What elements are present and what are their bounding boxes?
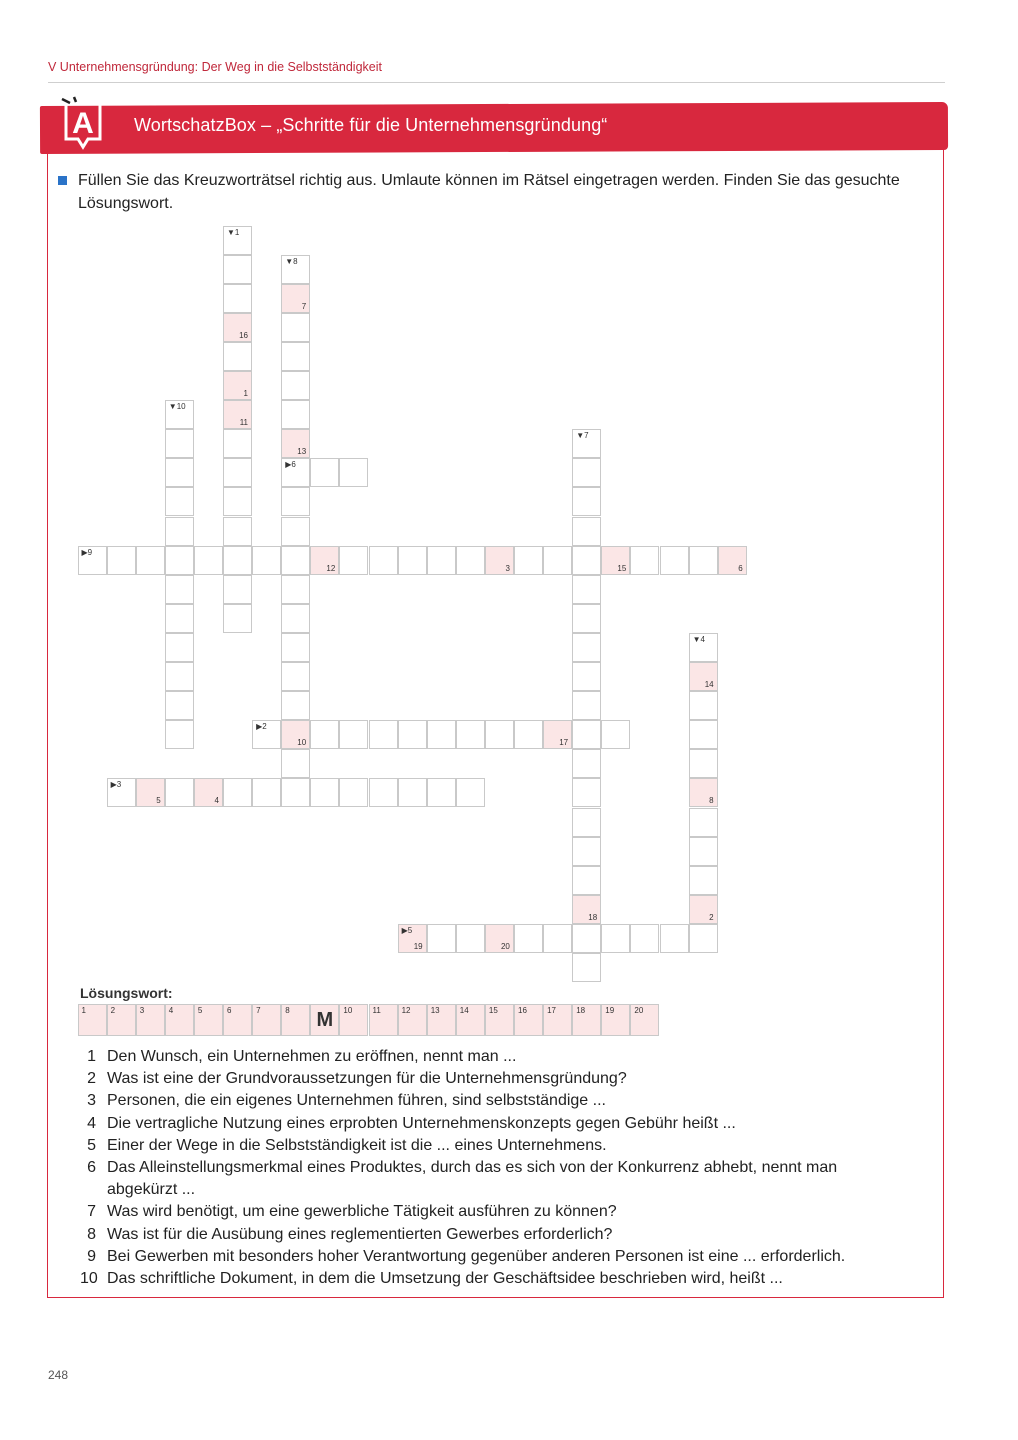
solution-letter-number: 13 bbox=[297, 447, 307, 457]
crossword-cell[interactable] bbox=[572, 458, 601, 487]
crossword-cell[interactable] bbox=[601, 924, 630, 953]
crossword-cell[interactable] bbox=[281, 691, 310, 720]
solution-slot-number: 3 bbox=[139, 1006, 145, 1015]
solution-slot[interactable] bbox=[485, 1004, 514, 1036]
solution-letter-number: 2 bbox=[709, 912, 714, 922]
crossword-cell[interactable] bbox=[689, 866, 718, 895]
clue-number: 5 bbox=[87, 1136, 96, 1154]
crossword-cell[interactable] bbox=[223, 284, 252, 313]
crossword-cell[interactable] bbox=[194, 546, 223, 575]
crossword-cell[interactable] bbox=[281, 255, 310, 284]
crossword-cell[interactable] bbox=[165, 517, 194, 546]
crossword-cell[interactable] bbox=[281, 633, 310, 662]
crossword-cell[interactable] bbox=[165, 778, 194, 807]
clue-item bbox=[80, 1201, 890, 1223]
crossword-cell[interactable] bbox=[630, 924, 659, 953]
crossword-cell[interactable] bbox=[398, 720, 427, 749]
solution-slot[interactable] bbox=[78, 1004, 107, 1036]
solution-slot-number: 6 bbox=[227, 1006, 232, 1015]
crossword-cell[interactable] bbox=[689, 749, 718, 778]
solution-slot-number: 15 bbox=[488, 1006, 498, 1015]
crossword-cell[interactable] bbox=[660, 924, 689, 953]
crossword-cell[interactable] bbox=[223, 575, 252, 604]
crossword-cell[interactable] bbox=[689, 837, 718, 866]
clue-text: Das Alleinstellungsmerkmal eines Produktes, durch das es sich von der Konkurrenz abhebt, nennt man abgekürzt ... bbox=[107, 1159, 838, 1199]
crossword-cell[interactable] bbox=[223, 400, 252, 429]
crossword-cell[interactable] bbox=[572, 691, 601, 720]
solution-letter-number: 5 bbox=[156, 796, 161, 806]
crossword-cell[interactable] bbox=[689, 924, 718, 953]
solution-slot[interactable] bbox=[369, 1004, 398, 1036]
crossword-cell[interactable] bbox=[572, 866, 601, 895]
crossword-cell[interactable] bbox=[572, 575, 601, 604]
header-divider bbox=[48, 82, 945, 83]
crossword-cell[interactable] bbox=[165, 575, 194, 604]
crossword-cell[interactable] bbox=[281, 313, 310, 342]
crossword-cell[interactable] bbox=[630, 546, 659, 575]
crossword-cell[interactable] bbox=[572, 778, 601, 807]
word-start-marker: ▼1 bbox=[227, 227, 240, 237]
crossword-cell[interactable] bbox=[689, 691, 718, 720]
crossword-cell[interactable] bbox=[252, 778, 281, 807]
crossword-cell[interactable] bbox=[718, 546, 747, 575]
word-start-marker: ▼8 bbox=[285, 256, 298, 266]
crossword-cell[interactable] bbox=[165, 429, 194, 458]
crossword-cell[interactable] bbox=[281, 371, 310, 400]
solution-slot[interactable] bbox=[398, 1004, 427, 1036]
solution-letter-number: 1 bbox=[243, 389, 248, 398]
crossword-cell[interactable] bbox=[252, 720, 281, 749]
crossword-cell[interactable] bbox=[165, 400, 194, 429]
crossword-cell[interactable] bbox=[369, 778, 398, 807]
crossword-cell[interactable] bbox=[572, 808, 601, 837]
crossword-cell[interactable] bbox=[485, 546, 514, 575]
solution-slot[interactable] bbox=[572, 1004, 601, 1036]
solution-slot-number: 16 bbox=[518, 1006, 527, 1015]
bullet-square-icon bbox=[58, 176, 67, 185]
word-start-marker: ▶9 bbox=[81, 547, 93, 557]
solution-letter-number: 19 bbox=[413, 941, 423, 951]
solution-slot-number: 19 bbox=[605, 1006, 615, 1015]
crossword-cell[interactable] bbox=[427, 924, 456, 953]
solution-letter-number: 12 bbox=[326, 563, 336, 573]
crossword-cell[interactable] bbox=[281, 720, 310, 749]
solution-slot[interactable] bbox=[136, 1004, 165, 1036]
crossword-cell[interactable] bbox=[572, 546, 601, 575]
solution-letter-number: 15 bbox=[617, 563, 627, 573]
crossword-cell[interactable] bbox=[456, 778, 485, 807]
vocabulary-logo-icon bbox=[56, 95, 110, 151]
solution-letter-number: 20 bbox=[500, 941, 510, 951]
solution-letter-number: 18 bbox=[588, 912, 598, 922]
crossword-cell[interactable] bbox=[601, 720, 630, 749]
crossword-cell[interactable] bbox=[223, 342, 252, 371]
word-start-marker: ▶6 bbox=[285, 460, 296, 470]
crossword-cell[interactable] bbox=[223, 458, 252, 487]
crossword-cell[interactable] bbox=[543, 546, 572, 575]
crossword-cell[interactable] bbox=[572, 837, 601, 866]
crossword-cell[interactable] bbox=[572, 429, 601, 458]
clue-number: 6 bbox=[87, 1159, 96, 1177]
instruction-text: Füllen Sie das Kreuzworträtsel richtig aus. Umlaute können im Rätsel eingetragen werden. Finden Sie das gesuchte Lösungswort. bbox=[78, 172, 900, 212]
crossword-cell[interactable] bbox=[281, 575, 310, 604]
clue-number: 3 bbox=[87, 1092, 96, 1110]
clue-text: Einer der Wege in die Selbstständigkeit ist die ... eines Unternehmens. bbox=[107, 1136, 607, 1154]
crossword-cell[interactable] bbox=[572, 662, 601, 691]
solution-slot[interactable] bbox=[339, 1004, 368, 1036]
crossword-cell[interactable] bbox=[223, 313, 252, 342]
solution-slot[interactable] bbox=[107, 1004, 136, 1036]
word-start-marker: ▶5 bbox=[401, 925, 413, 935]
word-start-marker: ▼4 bbox=[692, 634, 705, 644]
clue-item bbox=[80, 1268, 890, 1290]
solution-slot-number: 18 bbox=[576, 1006, 586, 1015]
crossword-cell[interactable] bbox=[689, 720, 718, 749]
solution-slot-number: 7 bbox=[256, 1006, 261, 1015]
solution-slot-number: 13 bbox=[430, 1006, 440, 1015]
crossword-cell[interactable] bbox=[601, 546, 630, 575]
solution-slot-number: 8 bbox=[285, 1006, 290, 1015]
crossword-cell[interactable] bbox=[339, 778, 368, 807]
clue-list bbox=[80, 1046, 890, 1290]
crossword-cell[interactable] bbox=[136, 778, 165, 807]
solution-letter-number: 7 bbox=[301, 301, 307, 311]
clue-text: Das schriftliche Dokument, in dem die Umsetzung der Geschäftsidee beschrieben wird, heißt ... bbox=[107, 1270, 783, 1288]
solution-letter-number: 10 bbox=[297, 738, 307, 748]
solution-slot-number: 2 bbox=[110, 1006, 116, 1015]
solution-slot[interactable] bbox=[223, 1004, 252, 1036]
crossword-cell[interactable] bbox=[339, 546, 368, 575]
solution-label: Lösungswort: bbox=[80, 985, 173, 1001]
crossword-cell[interactable] bbox=[281, 546, 310, 575]
crossword-cell[interactable] bbox=[456, 720, 485, 749]
crossword-cell[interactable] bbox=[223, 546, 252, 575]
solution-slot[interactable] bbox=[543, 1004, 572, 1036]
solution-slot[interactable] bbox=[427, 1004, 456, 1036]
solution-slot-number: 20 bbox=[634, 1006, 644, 1015]
crossword-cell[interactable] bbox=[281, 284, 310, 313]
crossword-cell[interactable] bbox=[339, 720, 368, 749]
crossword-cell[interactable] bbox=[281, 429, 310, 458]
crossword-cell[interactable] bbox=[572, 953, 601, 982]
crossword-cell[interactable] bbox=[281, 604, 310, 633]
solution-slot[interactable] bbox=[630, 1004, 659, 1036]
solution-letter-number: 16 bbox=[239, 330, 248, 340]
clue-text: Was wird benötigt, um eine gewerbliche Tätigkeit ausführen zu können? bbox=[107, 1203, 617, 1221]
solution-letter-number: 11 bbox=[239, 418, 248, 428]
crossword-cell[interactable] bbox=[310, 778, 339, 807]
crossword-cell[interactable] bbox=[281, 662, 310, 691]
crossword-cell[interactable] bbox=[543, 720, 572, 749]
crossword-cell[interactable] bbox=[281, 342, 310, 371]
crossword-cell[interactable] bbox=[689, 662, 718, 691]
clue-item bbox=[80, 1135, 890, 1157]
word-start-marker: ▶3 bbox=[110, 780, 122, 790]
crossword-cell[interactable] bbox=[310, 546, 339, 575]
crossword-cell[interactable] bbox=[689, 895, 718, 924]
crossword-cell[interactable] bbox=[689, 546, 718, 575]
crossword-cell[interactable] bbox=[456, 924, 485, 953]
clue-text: Was ist eine der Grundvoraussetzungen für die Unternehmensgründung? bbox=[107, 1070, 627, 1088]
crossword-cell[interactable] bbox=[107, 778, 136, 807]
crossword-cell[interactable] bbox=[543, 924, 572, 953]
crossword-cell[interactable] bbox=[165, 487, 194, 516]
solution-slot[interactable] bbox=[252, 1004, 281, 1036]
clue-number: 8 bbox=[87, 1225, 96, 1243]
crossword-cell[interactable] bbox=[398, 546, 427, 575]
crossword-cell[interactable] bbox=[281, 458, 310, 487]
crossword-cell[interactable] bbox=[427, 720, 456, 749]
crossword-cell[interactable] bbox=[456, 546, 485, 575]
clue-item bbox=[80, 1224, 890, 1246]
solution-slot-number: 4 bbox=[168, 1006, 174, 1015]
word-start-marker: ▼10 bbox=[168, 402, 186, 412]
crossword-cell[interactable] bbox=[572, 517, 601, 546]
solution-slot[interactable] bbox=[601, 1004, 630, 1036]
solution-slot[interactable] bbox=[310, 1004, 339, 1036]
crossword-cell[interactable] bbox=[369, 546, 398, 575]
solution-slot-number: 10 bbox=[343, 1006, 353, 1015]
solution-slot-number: 12 bbox=[401, 1006, 411, 1015]
crossword-cell[interactable] bbox=[485, 720, 514, 749]
clue-item bbox=[80, 1046, 890, 1068]
clue-text: Was ist für die Ausübung eines reglementierten Gewerbes erforderlich? bbox=[107, 1225, 613, 1243]
crossword-cell[interactable] bbox=[165, 546, 194, 575]
crossword-cell[interactable] bbox=[223, 517, 252, 546]
crossword-cell[interactable] bbox=[339, 458, 368, 487]
crossword-cell[interactable] bbox=[223, 778, 252, 807]
clue-number: 4 bbox=[87, 1114, 96, 1132]
word-start-marker: ▼7 bbox=[576, 431, 589, 441]
solution-slot[interactable] bbox=[456, 1004, 485, 1036]
clue-number: 7 bbox=[87, 1203, 96, 1221]
solution-letter-number: 6 bbox=[738, 563, 743, 573]
crossword-cell[interactable] bbox=[660, 546, 689, 575]
clue-text: Bei Gewerben mit besonders hoher Verantwortung gegenüber anderen Personen ist eine ... erforderlich. bbox=[107, 1247, 846, 1265]
chapter-heading: V Unternehmensgründung: Der Weg in die Selbstständigkeit bbox=[48, 60, 382, 74]
crossword-cell[interactable] bbox=[310, 458, 339, 487]
crossword-cell[interactable] bbox=[165, 720, 194, 749]
word-start-marker: ▶2 bbox=[256, 722, 267, 732]
clue-number: 1 bbox=[87, 1048, 96, 1065]
crossword-cell[interactable] bbox=[281, 517, 310, 546]
crossword-cell[interactable] bbox=[427, 778, 456, 807]
crossword-cell[interactable] bbox=[194, 778, 223, 807]
clue-number: 2 bbox=[87, 1070, 96, 1088]
crossword-cell[interactable] bbox=[165, 633, 194, 662]
solution-slot-number: 5 bbox=[197, 1006, 203, 1015]
crossword-cell[interactable] bbox=[78, 546, 107, 575]
crossword-cell[interactable] bbox=[689, 808, 718, 837]
clue-number: 10 bbox=[80, 1270, 98, 1288]
crossword-cell[interactable] bbox=[572, 487, 601, 516]
crossword-cell[interactable] bbox=[398, 924, 427, 953]
crossword-cell[interactable] bbox=[223, 255, 252, 284]
crossword-cell[interactable] bbox=[165, 604, 194, 633]
crossword-cell[interactable] bbox=[165, 691, 194, 720]
crossword-cell[interactable] bbox=[514, 924, 543, 953]
solution-letter-number: 8 bbox=[709, 796, 714, 806]
solution-letter-number: 3 bbox=[505, 563, 510, 573]
crossword-cell[interactable] bbox=[572, 895, 601, 924]
crossword-cell[interactable] bbox=[136, 546, 165, 575]
crossword-cell[interactable] bbox=[281, 487, 310, 516]
solution-letter-number: 4 bbox=[214, 796, 219, 806]
clue-item bbox=[80, 1113, 890, 1135]
crossword-cell[interactable] bbox=[427, 546, 456, 575]
crossword-cell[interactable] bbox=[310, 720, 339, 749]
solution-slot[interactable] bbox=[514, 1004, 543, 1036]
clue-item bbox=[80, 1246, 890, 1268]
crossword-cell[interactable] bbox=[514, 546, 543, 575]
crossword-cell[interactable] bbox=[689, 633, 718, 662]
crossword-cell[interactable] bbox=[572, 749, 601, 778]
page-number: 248 bbox=[48, 1368, 69, 1382]
solution-slot[interactable] bbox=[194, 1004, 223, 1036]
crossword-cell[interactable] bbox=[689, 778, 718, 807]
clue-number: 9 bbox=[87, 1247, 96, 1265]
crossword-cell[interactable] bbox=[223, 487, 252, 516]
crossword-cell[interactable] bbox=[281, 400, 310, 429]
crossword-cell[interactable] bbox=[165, 458, 194, 487]
crossword-cell[interactable] bbox=[252, 546, 281, 575]
crossword-cell[interactable] bbox=[223, 604, 252, 633]
clue-text: Den Wunsch, ein Unternehmen zu eröffnen, nennt man ... bbox=[107, 1048, 517, 1065]
solution-slot[interactable] bbox=[281, 1004, 310, 1036]
logo-letter: A bbox=[72, 107, 94, 140]
crossword-cell[interactable] bbox=[398, 778, 427, 807]
crossword-cell[interactable] bbox=[572, 604, 601, 633]
solution-letter-number: 14 bbox=[704, 680, 714, 689]
solution-slot-number: 11 bbox=[372, 1006, 381, 1015]
crossword-cell[interactable] bbox=[572, 720, 601, 749]
clue-text: Die vertragliche Nutzung eines erprobten Unternehmenskonzepts gegen Gebühr heißt ... bbox=[107, 1114, 736, 1132]
clue-text: Personen, die ein eigenes Unternehmen führen, sind selbstständige ... bbox=[107, 1092, 606, 1110]
solution-slot-number: 1 bbox=[81, 1006, 86, 1015]
clue-item bbox=[80, 1157, 890, 1201]
crossword-cell[interactable] bbox=[223, 226, 252, 255]
solution-letter-number: 17 bbox=[559, 738, 569, 748]
solution-given-letter: M bbox=[316, 1009, 334, 1031]
crossword-cell[interactable] bbox=[485, 924, 514, 953]
solution-slot-number: 17 bbox=[547, 1006, 556, 1015]
crossword-cell[interactable] bbox=[369, 720, 398, 749]
crossword-cell[interactable] bbox=[514, 720, 543, 749]
clue-item bbox=[80, 1090, 890, 1112]
crossword-cell[interactable] bbox=[281, 749, 310, 778]
crossword-cell[interactable] bbox=[107, 546, 136, 575]
crossword-cell[interactable] bbox=[165, 662, 194, 691]
solution-slot-number: 14 bbox=[459, 1006, 469, 1015]
clue-item bbox=[80, 1068, 890, 1090]
crossword-cell[interactable] bbox=[223, 429, 252, 458]
crossword-cell[interactable] bbox=[572, 633, 601, 662]
solution-slot[interactable] bbox=[165, 1004, 194, 1036]
box-title: WortschatzBox – „Schritte für die Unternehmensgründung“ bbox=[134, 115, 608, 135]
crossword-cell[interactable] bbox=[572, 924, 601, 953]
crossword-cell[interactable] bbox=[281, 778, 310, 807]
crossword-cell[interactable] bbox=[223, 371, 252, 400]
